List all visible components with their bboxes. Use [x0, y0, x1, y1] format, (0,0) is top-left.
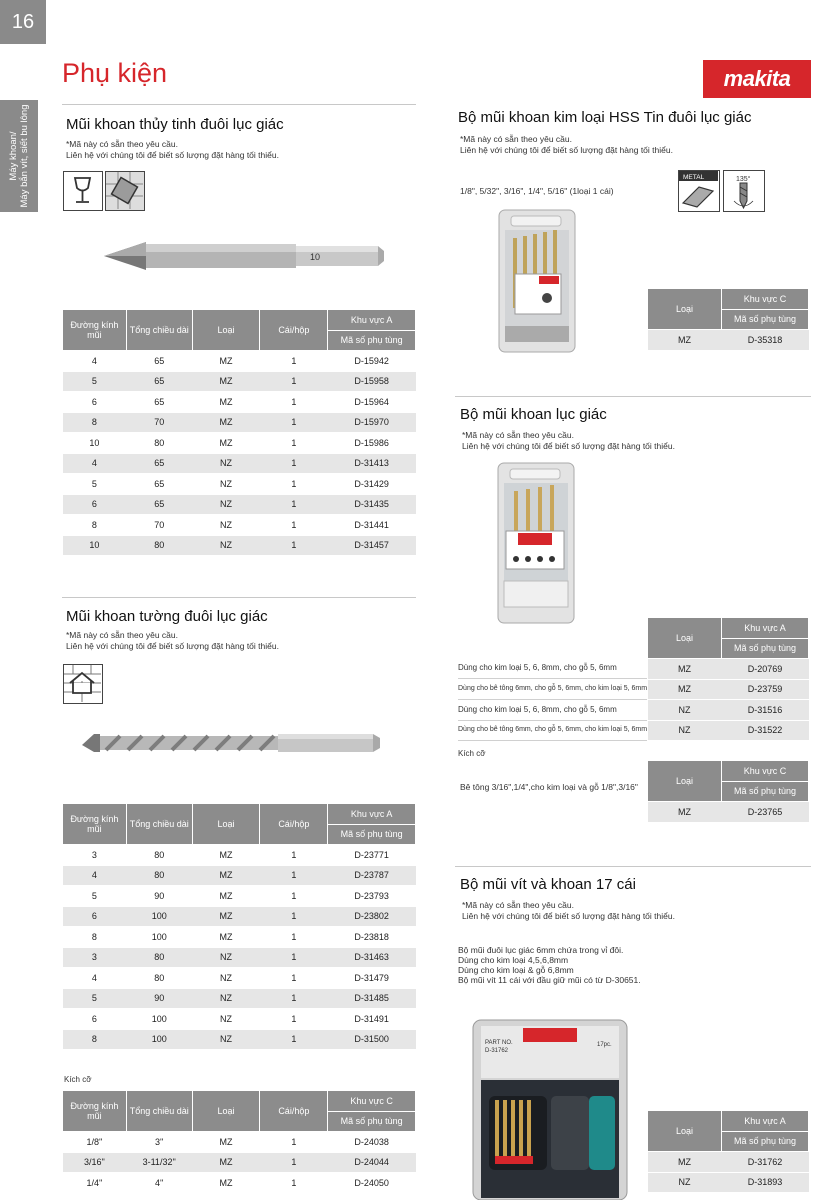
table-cell: D-15964 [328, 392, 416, 413]
table-cell: 65 [126, 371, 192, 392]
hex-set-row-desc: Dùng cho bê tông 6mm, cho gỗ 5, 6mm, cho kim loại 5, 6mm [458, 679, 647, 700]
table-cell: 80 [126, 845, 192, 866]
table-row [648, 330, 809, 351]
table-cell: 10 [63, 535, 127, 556]
table-cell: MZ [192, 412, 260, 433]
hss-set-sizes: 1/8", 5/32", 3/16", 1/4", 5/16" (1loại 1 cái) [460, 186, 614, 196]
table-cell: 8 [63, 927, 127, 948]
table-cell: 1 [260, 1132, 328, 1153]
table-row [63, 1132, 416, 1153]
table-cell: 100 [126, 1029, 192, 1050]
bit-marking: 10 [310, 252, 321, 262]
table-cell: 1 [260, 453, 328, 474]
table-cell: 65 [126, 494, 192, 515]
table-cell: 80 [126, 433, 192, 454]
table-cell: NZ [648, 720, 722, 741]
table-cell: D-31762 [722, 1152, 809, 1173]
table-cell: 1 [260, 535, 328, 556]
table-cell: NZ [192, 1029, 260, 1050]
table-cell: 5 [63, 988, 127, 1009]
brick-wall-icon [63, 664, 103, 704]
table-cell: D-35318 [722, 330, 809, 351]
table-row [648, 1152, 809, 1173]
svg-text:D-31762: D-31762 [485, 1048, 509, 1054]
table-cell: 1 [260, 906, 328, 927]
col-code: Mã số phụ tùng [722, 638, 809, 659]
table-cell: 1 [260, 1029, 328, 1050]
table-cell: MZ [192, 927, 260, 948]
table-cell: MZ [192, 906, 260, 927]
hex-set-note-1: *Mã này có sẵn theo yêu cầu. [462, 430, 574, 440]
table-cell: MZ [192, 392, 260, 413]
glass-icon [63, 171, 103, 211]
table-row [63, 453, 416, 474]
col-code: Mã số phụ tùng [328, 1111, 416, 1132]
table-cell: D-31522 [722, 720, 809, 741]
col-region: Khu vực A [328, 804, 416, 825]
table-cell: 1 [260, 968, 328, 989]
table-cell: 4'' [126, 1173, 192, 1194]
drill-angle-icon [723, 170, 765, 212]
table-cell: D-24038 [328, 1132, 416, 1153]
table-cell: 5 [63, 474, 127, 495]
table-row [63, 535, 416, 556]
screw-set-package-image [471, 1018, 629, 1200]
hss-set-title: Bộ mũi khoan kim loại HSS Tin đuôi lục giác [458, 109, 752, 126]
table-cell: 6 [63, 1009, 127, 1030]
table-cell: MZ [192, 865, 260, 886]
wall-drill-note-2: Liên hệ với chúng tôi để biết số lượng đặt hàng tối thiểu. [66, 641, 279, 651]
table-cell: MZ [648, 802, 722, 823]
col-type: Loại [648, 289, 722, 330]
col-region: Khu vực C [722, 761, 809, 782]
col-code: Mã số phụ tùng [722, 781, 809, 802]
table-cell: NZ [192, 474, 260, 495]
table-row [63, 1029, 416, 1050]
page-title: Phụ kiện [62, 58, 168, 88]
side-tab-label: Máy khoan/ Máy bắn vít, siết bu lông [8, 104, 30, 208]
table-cell: MZ [192, 1173, 260, 1194]
table-row [63, 865, 416, 886]
table-cell: 1 [260, 351, 328, 372]
table-cell: 1 [260, 1173, 328, 1194]
table-cell: D-31485 [328, 988, 416, 1009]
table-cell: 1 [260, 433, 328, 454]
table-cell: 1 [260, 886, 328, 907]
table-row [63, 988, 416, 1009]
hex-set-title: Bộ mũi khoan lục giác [460, 406, 607, 423]
wall-drill-size-label: Kích cỡ [64, 1075, 92, 1084]
table-cell: MZ [192, 433, 260, 454]
table-cell: D-23793 [328, 886, 416, 907]
screw-set-table [647, 1110, 809, 1193]
screw-set-desc-3: Dùng cho kim loại & gỗ 6,8mm [458, 965, 574, 975]
table-cell: 80 [126, 865, 192, 886]
table-cell: 4 [63, 351, 127, 372]
glass-drill-bit-image [100, 234, 385, 279]
table-row [63, 392, 416, 413]
table-cell: 3'' [126, 1132, 192, 1153]
col-type: Loại [648, 1111, 722, 1152]
table-cell: 90 [126, 886, 192, 907]
table-cell: D-31500 [328, 1029, 416, 1050]
table-row [648, 802, 809, 823]
hss-set-note-1: *Mã này có sẵn theo yêu cầu. [460, 134, 572, 144]
table-row [648, 1172, 809, 1193]
table-cell: 1 [260, 412, 328, 433]
table-cell: 4 [63, 865, 127, 886]
makita-logo: makita [703, 60, 811, 98]
table-cell: 3 [63, 947, 127, 968]
table-cell: 1 [260, 947, 328, 968]
table-cell: 1/4'' [63, 1173, 127, 1194]
screw-set-desc-4: Bộ mũi vít 11 cái với đầu giữ mũi có từ D-30651. [458, 975, 641, 985]
table-cell: MZ [648, 330, 722, 351]
table-cell: D-23787 [328, 865, 416, 886]
table-cell: 8 [63, 1029, 127, 1050]
svg-text:17pc.: 17pc. [597, 1042, 612, 1048]
table-cell: D-23765 [722, 802, 809, 823]
table-cell: D-31491 [328, 1009, 416, 1030]
table-cell: D-15970 [328, 412, 416, 433]
table-cell: D-31457 [328, 535, 416, 556]
table-row [648, 700, 809, 721]
hex-set-table [647, 617, 809, 741]
table-cell: D-15942 [328, 351, 416, 372]
hex-set-size-label: Kích cỡ [458, 749, 486, 758]
screw-set-title: Bộ mũi vít và khoan 17 cái [460, 876, 636, 893]
table-cell: D-31413 [328, 453, 416, 474]
glass-drill-title: Mũi khoan thủy tinh đuôi lục giác [66, 116, 284, 133]
col-type: Loại [192, 310, 260, 351]
table-cell: MZ [648, 659, 722, 680]
hex-set-row-desc: Dùng cho kim loại 5, 6, 8mm, cho gỗ 5, 6mm [458, 700, 647, 721]
col-type: Loại [648, 761, 722, 802]
table-cell: NZ [648, 1172, 722, 1193]
hex-set-package-image [496, 461, 576, 625]
screw-set-note-1: *Mã này có sẵn theo yêu cầu. [462, 900, 574, 910]
table-cell: 100 [126, 1009, 192, 1030]
table-cell: D-15986 [328, 433, 416, 454]
table-row [648, 720, 809, 741]
table-cell: MZ [192, 371, 260, 392]
table-row [63, 515, 416, 536]
table-cell: NZ [648, 700, 722, 721]
table-row [63, 947, 416, 968]
col-type: Loại [648, 618, 722, 659]
col-diameter: Đường kính mũi [63, 804, 127, 845]
page-number: 16 [0, 0, 46, 44]
hss-set-note-2: Liên hệ với chúng tôi để biết số lượng đặt hàng tối thiểu. [460, 145, 673, 155]
table-cell: 4 [63, 453, 127, 474]
table-cell: 1 [260, 392, 328, 413]
col-qty: Cái/hộp [260, 1091, 328, 1132]
col-code: Mã số phụ tùng [328, 824, 416, 845]
col-diameter: Đường kính mũi [63, 1091, 127, 1132]
col-length: Tổng chiều dài [126, 1091, 192, 1132]
table-row [63, 474, 416, 495]
col-code: Mã số phụ tùng [722, 1131, 809, 1152]
table-row [63, 1152, 416, 1173]
table-cell: NZ [192, 494, 260, 515]
table-cell: 5 [63, 371, 127, 392]
col-code: Mã số phụ tùng [328, 330, 416, 351]
table-cell: D-31441 [328, 515, 416, 536]
tile-icon [105, 171, 145, 211]
table-cell: D-31893 [722, 1172, 809, 1193]
table-cell: 65 [126, 351, 192, 372]
col-qty: Cái/hộp [260, 804, 328, 845]
table-cell: 1 [260, 474, 328, 495]
hex-set-size-table [647, 760, 809, 823]
col-diameter: Đường kính mũi [63, 310, 127, 351]
table-cell: 70 [126, 515, 192, 536]
table-cell: 1/8'' [63, 1132, 127, 1153]
table-cell: NZ [192, 968, 260, 989]
hss-set-table [647, 288, 809, 351]
table-cell: D-31463 [328, 947, 416, 968]
col-length: Tổng chiều dài [126, 310, 192, 351]
screw-set-note-2: Liên hệ với chúng tôi để biết số lượng đặt hàng tối thiểu. [462, 911, 675, 921]
table-row [63, 351, 416, 372]
table-cell: D-20769 [722, 659, 809, 680]
table-cell: D-23818 [328, 927, 416, 948]
table-cell: NZ [192, 988, 260, 1009]
table-cell: MZ [192, 1152, 260, 1173]
wall-drill-title: Mũi khoan tường đuôi lục giác [66, 608, 268, 625]
table-cell: 70 [126, 412, 192, 433]
table-row [63, 412, 416, 433]
hex-set-row-desc: Dùng cho kim loại 5, 6, 8mm, cho gỗ 5, 6mm [458, 658, 647, 679]
table-cell: D-31516 [722, 700, 809, 721]
glass-drill-table [62, 309, 416, 556]
table-cell: MZ [648, 679, 722, 700]
table-cell: 65 [126, 453, 192, 474]
table-cell: 100 [126, 906, 192, 927]
table-row [648, 679, 809, 700]
table-cell: 5 [63, 886, 127, 907]
svg-text:135°: 135° [736, 176, 751, 183]
table-cell: 1 [260, 371, 328, 392]
table-cell: NZ [192, 1009, 260, 1030]
table-cell: 6 [63, 392, 127, 413]
glass-drill-note-1: *Mã này có sẵn theo yêu cầu. [66, 139, 178, 149]
table-cell: 80 [126, 947, 192, 968]
hex-set-note-2: Liên hệ với chúng tôi để biết số lượng đặt hàng tối thiểu. [462, 441, 675, 451]
table-row [63, 886, 416, 907]
table-row [63, 927, 416, 948]
section-divider [62, 597, 416, 598]
table-cell: 6 [63, 906, 127, 927]
col-type: Loại [192, 804, 260, 845]
wall-drill-table [62, 803, 416, 1050]
table-cell: 10 [63, 433, 127, 454]
svg-text:METAL: METAL [683, 174, 705, 181]
hss-set-package-image [497, 208, 577, 354]
table-cell: NZ [192, 535, 260, 556]
col-region: Khu vực C [722, 289, 809, 310]
table-cell: D-15958 [328, 371, 416, 392]
table-cell: D-31479 [328, 968, 416, 989]
table-cell: 3-11/32'' [126, 1152, 192, 1173]
col-code: Mã số phụ tùng [722, 309, 809, 330]
table-row [63, 1009, 416, 1030]
table-row [63, 494, 416, 515]
hex-set-size-desc: Bê tông 3/16",1/4",cho kim loại và gỗ 1/8",3/16" [460, 782, 638, 792]
table-cell: 1 [260, 845, 328, 866]
table-cell: 3/16'' [63, 1152, 127, 1173]
table-cell: 1 [260, 1009, 328, 1030]
table-cell: 1 [260, 515, 328, 536]
table-cell: 1 [260, 1152, 328, 1173]
metal-icon [678, 170, 720, 212]
table-row [63, 371, 416, 392]
wall-drill-note-1: *Mã này có sẵn theo yêu cầu. [66, 630, 178, 640]
table-cell: D-31429 [328, 474, 416, 495]
screw-set-desc-1: Bộ mũi đuôi lục giác 6mm chứa trong vỉ đôi. [458, 945, 624, 955]
table-cell: 1 [260, 988, 328, 1009]
table-cell: D-23771 [328, 845, 416, 866]
table-cell: 80 [126, 535, 192, 556]
table-cell: D-31435 [328, 494, 416, 515]
wall-drill-bit-image [80, 725, 385, 761]
col-region: Khu vực A [328, 310, 416, 331]
table-cell: 65 [126, 474, 192, 495]
table-cell: 80 [126, 968, 192, 989]
table-cell: 4 [63, 968, 127, 989]
col-type: Loại [192, 1091, 260, 1132]
svg-text:PART NO.: PART NO. [485, 1040, 513, 1046]
col-qty: Cái/hộp [260, 310, 328, 351]
section-divider [455, 866, 811, 867]
wall-drill-size-table [62, 1090, 416, 1194]
section-side-tab[interactable] [0, 100, 38, 212]
table-cell: MZ [192, 1132, 260, 1153]
col-length: Tổng chiều dài [126, 804, 192, 845]
table-cell: NZ [192, 947, 260, 968]
table-cell: D-24050 [328, 1173, 416, 1194]
table-cell: D-24044 [328, 1152, 416, 1173]
table-cell: NZ [192, 515, 260, 536]
table-row [63, 968, 416, 989]
table-cell: MZ [648, 1152, 722, 1173]
table-row [63, 1173, 416, 1194]
screw-set-desc-2: Dùng cho kim loại 4,5,6,8mm [458, 955, 569, 965]
col-region: Khu vực A [722, 618, 809, 639]
col-region: Khu vực A [722, 1111, 809, 1132]
table-cell: 100 [126, 927, 192, 948]
hex-set-row-desc: Dùng cho bê tông 6mm, cho gỗ 5, 6mm, cho kim loại 5, 6mm [458, 720, 647, 741]
table-cell: D-23759 [722, 679, 809, 700]
section-divider [455, 396, 811, 397]
table-cell: 8 [63, 515, 127, 536]
section-divider [62, 104, 416, 105]
table-cell: 1 [260, 494, 328, 515]
table-cell: NZ [192, 453, 260, 474]
table-cell: 1 [260, 927, 328, 948]
table-row [63, 433, 416, 454]
table-cell: MZ [192, 886, 260, 907]
table-row [63, 845, 416, 866]
table-cell: 3 [63, 845, 127, 866]
table-row [63, 906, 416, 927]
table-cell: MZ [192, 351, 260, 372]
col-region: Khu vực C [328, 1091, 416, 1112]
table-cell: 65 [126, 392, 192, 413]
table-cell: 90 [126, 988, 192, 1009]
table-cell: 1 [260, 865, 328, 886]
table-cell: 8 [63, 412, 127, 433]
glass-drill-note-2: Liên hệ với chúng tôi để biết số lượng đặt hàng tối thiểu. [66, 150, 279, 160]
table-row [648, 659, 809, 680]
table-cell: D-23802 [328, 906, 416, 927]
table-cell: 6 [63, 494, 127, 515]
table-cell: MZ [192, 845, 260, 866]
